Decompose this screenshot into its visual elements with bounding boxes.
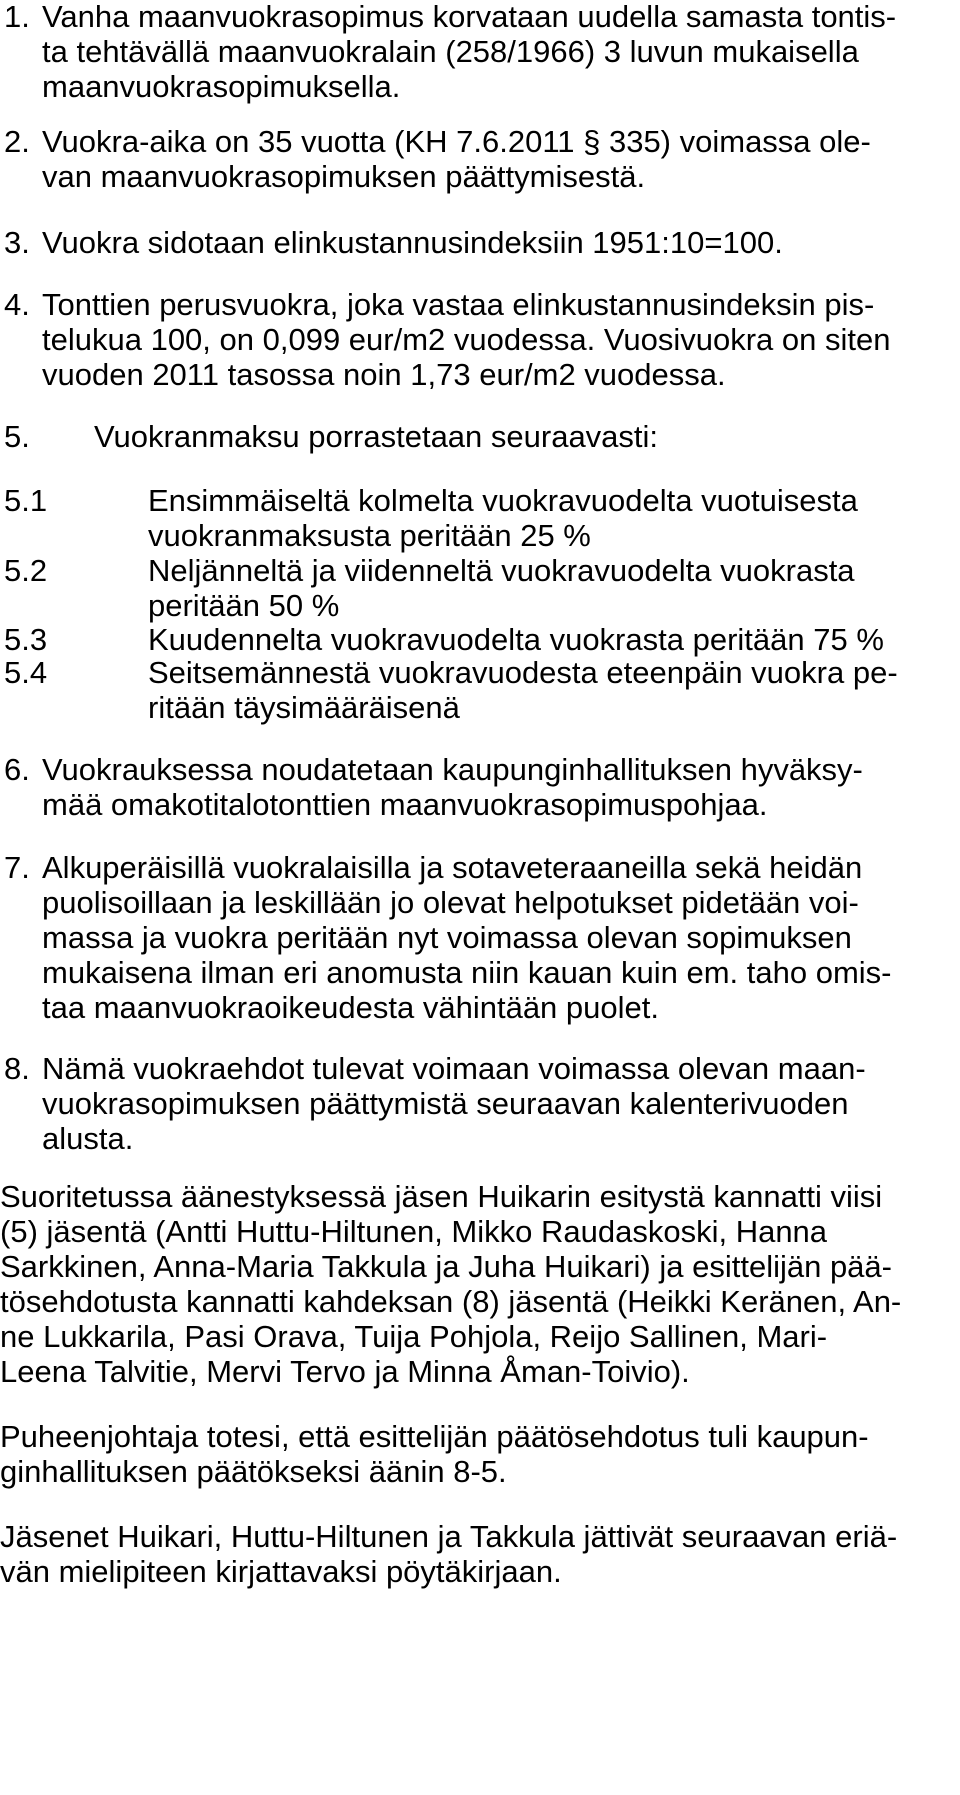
paragraph-line: ginhallituksen päätökseksi äänin 8-5. — [0, 1454, 507, 1489]
paragraph-line: ne Lukkarila, Pasi Orava, Tuija Pohjola, Reijo Sallinen, Mari- — [0, 1319, 828, 1354]
paragraph-line: (5) jäsentä (Antti Huttu-Hiltunen, Mikko Raudaskoski, Hanna — [0, 1214, 828, 1249]
item-line: Tonttien perusvuokra, joka vastaa elinkustannusindeksin pis- — [42, 287, 875, 322]
item-line: Alkuperäisillä vuokralaisilla ja sotaveteraaneilla sekä heidän — [42, 850, 863, 885]
item-line: Vuokranmaksu porrastetaan seuraavasti: — [94, 419, 659, 454]
item-number: 5. — [4, 419, 30, 454]
sub-item-line: ritään täysimääräisenä — [148, 690, 460, 725]
sub-item-number: 5.2 — [4, 553, 48, 588]
paragraph-line: vän mielipiteen kirjattavaksi pöytäkirjaan. — [0, 1554, 562, 1589]
item-line: telukua 100, on 0,099 eur/m2 vuodessa. Vuosivuokra on siten — [42, 322, 891, 357]
item-line: vuoden 2011 tasossa noin 1,73 eur/m2 vuodessa. — [42, 357, 726, 392]
sub-item-line: Kuudennelta vuokravuodelta vuokrasta peritään 75 % — [148, 622, 884, 657]
paragraph-line: Puheenjohtaja totesi, että esittelijän päätösehdotus tuli kaupun- — [0, 1419, 869, 1454]
item-line: Vuokra-aika on 35 vuotta (KH 7.6.2011 § 335) voimassa ole- — [42, 124, 871, 159]
item-line: ta tehtävällä maanvuokralain (258/1966) 3 luvun mukaisella — [42, 34, 859, 69]
paragraph-line: Jäsenet Huikari, Huttu-Hiltunen ja Takkula jättivät seuraavan eriä- — [0, 1519, 898, 1554]
item-number: 1. — [4, 0, 30, 34]
sub-item-line: Ensimmäiseltä kolmelta vuokravuodelta vuotuisesta — [148, 483, 858, 518]
sub-item-number: 5.1 — [4, 483, 48, 518]
item-line: Nämä vuokraehdot tulevat voimaan voimassa olevan maan- — [42, 1051, 866, 1086]
sub-item-line: Seitsemännestä vuokravuodesta eteenpäin vuokra pe- — [148, 655, 898, 690]
paragraph-line: Leena Talvitie, Mervi Tervo ja Minna Åman-Toivio). — [0, 1354, 690, 1389]
item-number: 4. — [4, 287, 30, 322]
paragraph-line: Suoritetussa äänestyksessä jäsen Huikarin esitystä kannatti viisi — [0, 1179, 883, 1214]
item-line: puolisoillaan ja leskillään jo olevat helpotukset pidetään voi- — [42, 885, 859, 920]
item-line: alusta. — [42, 1121, 134, 1156]
item-number: 3. — [4, 225, 30, 260]
item-number: 8. — [4, 1051, 30, 1086]
item-line: massa ja vuokra peritään nyt voimassa olevan sopimuksen — [42, 920, 852, 955]
item-line: mukaisena ilman eri anomusta niin kauan kuin em. taho omis- — [42, 955, 892, 990]
item-number: 7. — [4, 850, 30, 885]
item-line: Vuokra sidotaan elinkustannusindeksiin 1951:10=100. — [42, 225, 783, 260]
paragraph-line: tösehdotusta kannatti kahdeksan (8) jäsentä (Heikki Keränen, An- — [0, 1284, 902, 1319]
item-line: taa maanvuokraoikeudesta vähintään puolet. — [42, 990, 659, 1025]
item-line: Vanha maanvuokrasopimus korvataan uudella samasta tontis- — [42, 0, 897, 34]
sub-item-line: Neljänneltä ja viidenneltä vuokravuodelta vuokrasta — [148, 553, 855, 588]
paragraph-line: Sarkkinen, Anna-Maria Takkula ja Juha Huikari) ja esittelijän pää- — [0, 1249, 892, 1284]
item-line: vuokrasopimuksen päättymistä seuraavan kalenterivuoden — [42, 1086, 849, 1121]
sub-item-number: 5.4 — [4, 655, 48, 690]
item-line: Vuokrauksessa noudatetaan kaupunginhallituksen hyväksy- — [42, 752, 863, 787]
item-line: mää omakotitalotonttien maanvuokrasopimuspohjaa. — [42, 787, 768, 822]
sub-item-number: 5.3 — [4, 622, 48, 657]
item-number: 2. — [4, 124, 30, 159]
item-number: 6. — [4, 752, 30, 787]
item-line: van maanvuokrasopimuksen päättymisestä. — [42, 159, 646, 194]
item-line: maanvuokrasopimuksella. — [42, 69, 401, 104]
sub-item-line: vuokranmaksusta peritään 25 % — [148, 518, 591, 553]
sub-item-line: peritään 50 % — [148, 588, 340, 623]
